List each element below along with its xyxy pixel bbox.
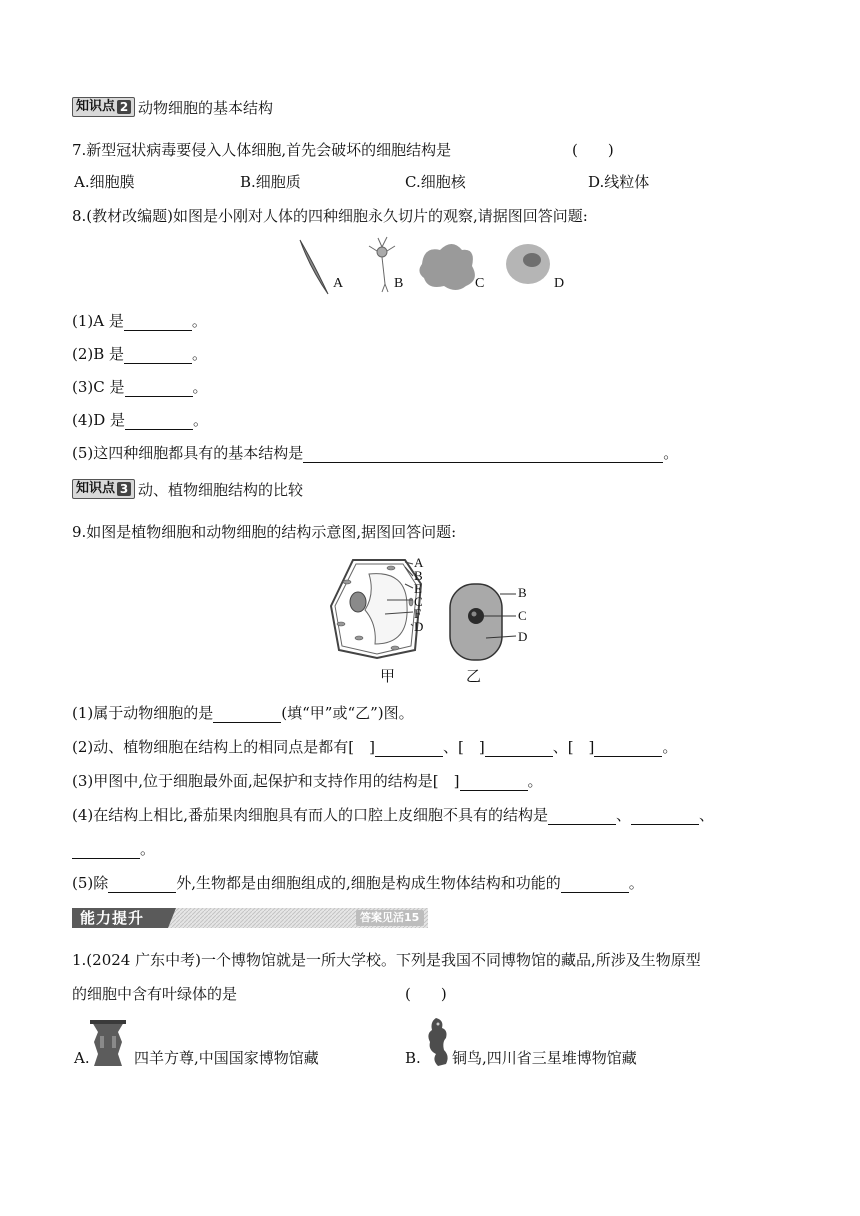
spindle-cell-image [300, 240, 328, 294]
badge-label: 知识点 [76, 481, 116, 496]
badge-number: 2 [117, 100, 131, 114]
caption-jia: 甲 [380, 667, 396, 685]
q7-option-b: B.细胞质 [240, 173, 301, 191]
q9-part-2: (2)动、植物细胞在结构上的相同点是都有[ ] 、[ ] 、[ ] 。 [72, 738, 678, 756]
q1-paren: ( ) [405, 985, 447, 1003]
q7-stem: 7.新型冠状病毒要侵入人体细胞,首先会破坏的细胞结构是 [72, 141, 452, 159]
answer-blank[interactable] [561, 876, 629, 893]
q8-part-2: (2)B 是 。 [72, 345, 208, 363]
q9-part-4: (4)在结构上相比,番茄果肉细胞具有而人的口腔上皮细胞不具有的结构是 、 、 [72, 806, 715, 824]
vacuole [365, 574, 407, 644]
knowledge-badge [72, 97, 135, 117]
badge-label: 知识点 [76, 99, 116, 114]
ability-banner [72, 907, 428, 929]
q8-part-4-text: (4)D 是 [72, 411, 126, 429]
animal-label-c: C [518, 608, 527, 623]
q8-stem: 8.(教材改编题)如图是小刚对人体的四种细胞永久切片的观察,请据图回答问题: [72, 207, 588, 225]
q1-option-a-text: 四羊方尊,中国国家博物馆藏 [134, 1049, 319, 1067]
bronze-zun-image [88, 1018, 128, 1070]
answer-blank[interactable] [485, 740, 553, 757]
q9-stem: 9.如图是植物细胞和动物细胞的结构示意图,据图回答问题: [72, 523, 457, 541]
q8-part-4: (4)D 是 。 [72, 411, 209, 429]
banner-title: 能力提升 [80, 909, 145, 927]
answer-blank[interactable] [72, 842, 140, 859]
q8-label-a: A [333, 276, 344, 291]
answer-blank[interactable] [124, 347, 192, 364]
q7-paren: ( ) [572, 141, 614, 159]
q8-label-b: B [394, 276, 404, 291]
answer-blank[interactable] [460, 774, 528, 791]
q8-label-d: D [554, 276, 565, 291]
section-title: 动、植物细胞结构的比较 [138, 480, 304, 499]
answer-blank[interactable] [375, 740, 443, 757]
q8-part-5: (5)这四种细胞都具有的基本结构是 。 [72, 444, 679, 462]
q9-part-4-cont: 。 [72, 839, 155, 859]
plant-label-c: C [414, 594, 423, 609]
q8-part-1: (1)A 是 。 [72, 312, 207, 330]
badge-number: 3 [117, 482, 131, 496]
plant-label-d: D [414, 619, 424, 634]
q8-part-3: (3)C 是 。 [72, 378, 208, 396]
plant-label-a: A [414, 555, 424, 570]
q9-part-3: (3)甲图中,位于细胞最外面,起保护和支持作用的结构是[ ] 。 [72, 772, 543, 790]
answer-blank[interactable] [125, 413, 193, 430]
q1-option-b: B. [405, 1049, 421, 1067]
q9-part-5: (5)除 外,生物都是由细胞组成的,细胞是构成生物体结构和功能的 。 [72, 874, 644, 892]
q8-part-1-text: (1)A 是 [72, 312, 124, 330]
q1-option-a: A. [74, 1049, 90, 1067]
q1-option-b-text: 铜鸟,四川省三星堆博物馆藏 [452, 1049, 637, 1067]
answer-blank[interactable] [125, 380, 193, 397]
answer-ref: 答案见活15 [360, 911, 420, 924]
animal-cell-diagram [446, 580, 526, 670]
answer-blank[interactable] [108, 876, 176, 893]
q8-part-3-text: (3)C 是 [72, 378, 125, 396]
answer-blank[interactable] [213, 706, 281, 723]
answer-blank[interactable] [631, 808, 699, 825]
plant-label-b: B [414, 568, 423, 583]
answer-blank[interactable] [548, 808, 616, 825]
q8-part-2-text: (2)B 是 [72, 345, 125, 363]
q7-option-d: D.线粒体 [588, 173, 650, 191]
animal-nucleus [468, 608, 484, 624]
plant-label-e: E [414, 581, 422, 596]
section-header-3 [72, 479, 303, 499]
q7-option-a: A.细胞膜 [74, 173, 135, 191]
answer-blank[interactable] [303, 446, 663, 463]
bronze-bird-image [422, 1016, 452, 1070]
caption-yi: 乙 [466, 667, 482, 685]
answer-blank[interactable] [124, 314, 192, 331]
blob-cell-image [419, 244, 474, 290]
section-header-2 [72, 97, 273, 117]
nucleus [350, 592, 366, 612]
animal-label-b: B [518, 585, 527, 600]
animal-label-d: D [518, 629, 528, 644]
q8-label-c: C [475, 276, 485, 291]
knowledge-badge [72, 479, 135, 499]
plant-label-f: F [414, 606, 422, 621]
q8-part-5-text: (5)这四种细胞都具有的基本结构是 [72, 444, 304, 462]
q9-part-1: (1)属于动物细胞的是 (填“甲”或“乙”)图。 [72, 704, 414, 722]
neuron-image [369, 237, 395, 292]
q7-option-c: C.细胞核 [405, 173, 466, 191]
section-title: 动物细胞的基本结构 [138, 98, 274, 117]
q1-stem-line2: 的细胞中含有叶绿体的是 [72, 985, 238, 1003]
q1-stem-line1: 1.(2024 广东中考)一个博物馆就是一所大学校。下列是我国不同博物馆的藏品,所涉及生物原型 [72, 951, 701, 969]
answer-blank[interactable] [594, 740, 662, 757]
